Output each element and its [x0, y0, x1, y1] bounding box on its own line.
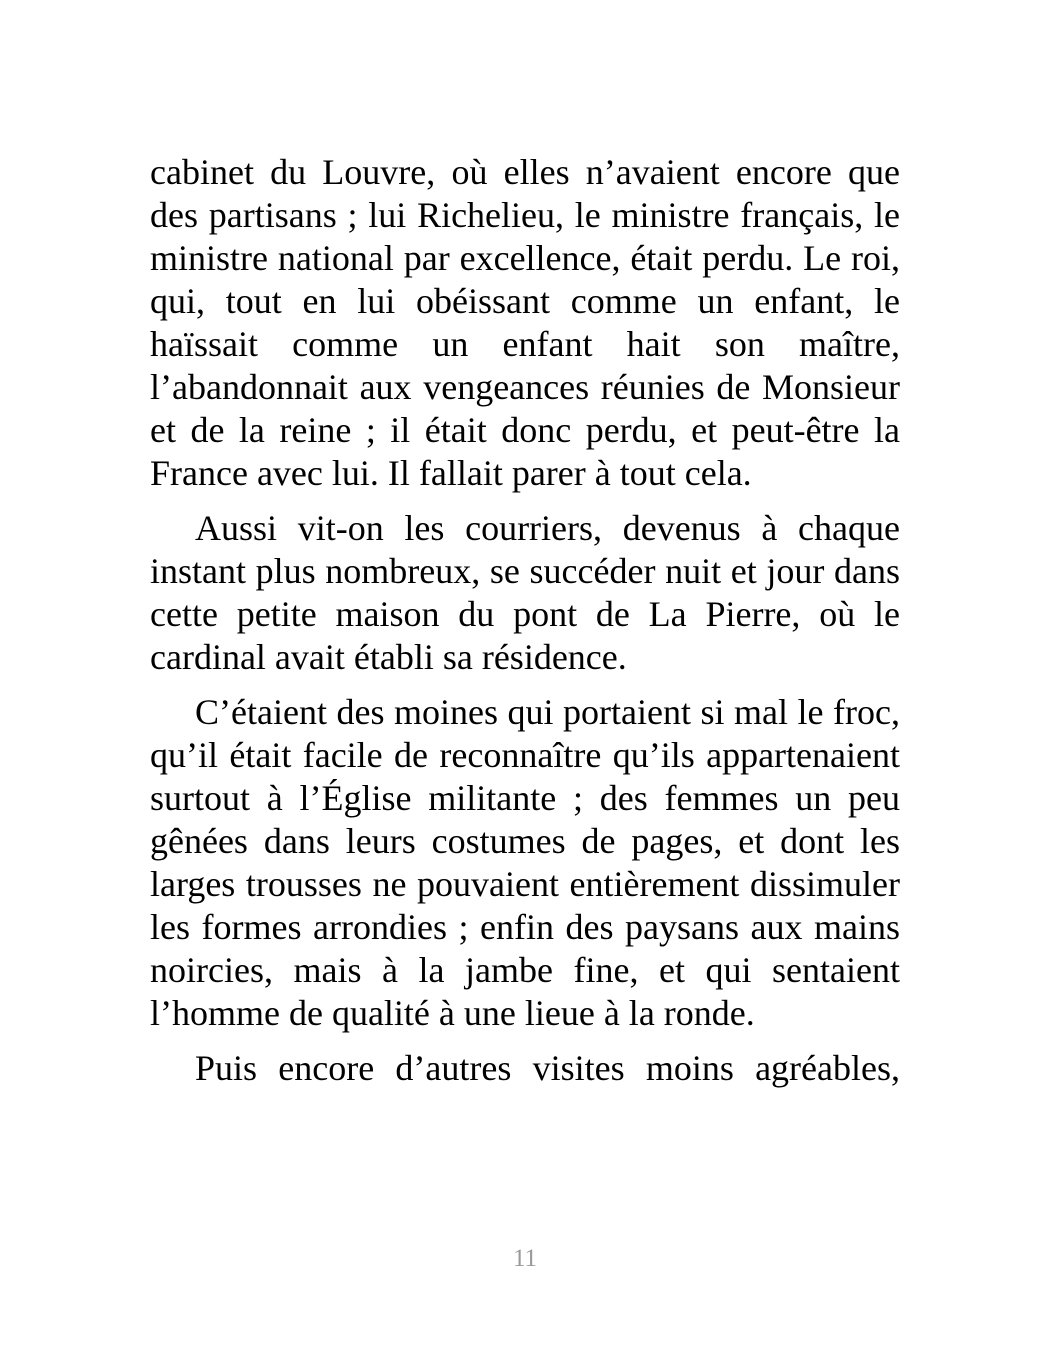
paragraph-visitors: C’étaient des moines qui portaient si mal le froc, qu’il était facile de reconnaître qu’ils appartenaient surtout à l’Église militante ; des femmes un peu gênées dans leurs costumes de pages, et dont les larges trousses ne pouvaient entièrement dissimuler les formes arrondies ; enfin des paysans aux mains noircies, mais à la jambe fine, et qui sentaient l’homme de qualité à une lieue à la ronde.	[150, 692, 900, 1033]
body-text	[150, 151, 900, 1102]
page-number: 11	[512, 1245, 538, 1272]
paragraph-other-visits: Puis encore d’autres visites moins agréables,	[195, 1048, 900, 1088]
paragraph-couriers: Aussi vit-on les courriers, devenus à chaque instant plus nombreux, se succéder nuit et jour dans cette petite maison du pont de La Pierre, où le cardinal avait établi sa résidence.	[150, 508, 900, 677]
paragraph-continued: cabinet du Louvre, où elles n’avaient encore que des partisans ; lui Richelieu, le ministre français, le ministre national par excellence, était perdu. Le roi, qui, tout en lui obéissant comme un enfant, le haïssait comme un enfant hait son maître, l’abandonnait aux vengeances réunies de Monsieur et de la reine ; il était donc perdu, et peut-être la France avec lui. Il fallait parer à tout cela.	[150, 152, 900, 493]
